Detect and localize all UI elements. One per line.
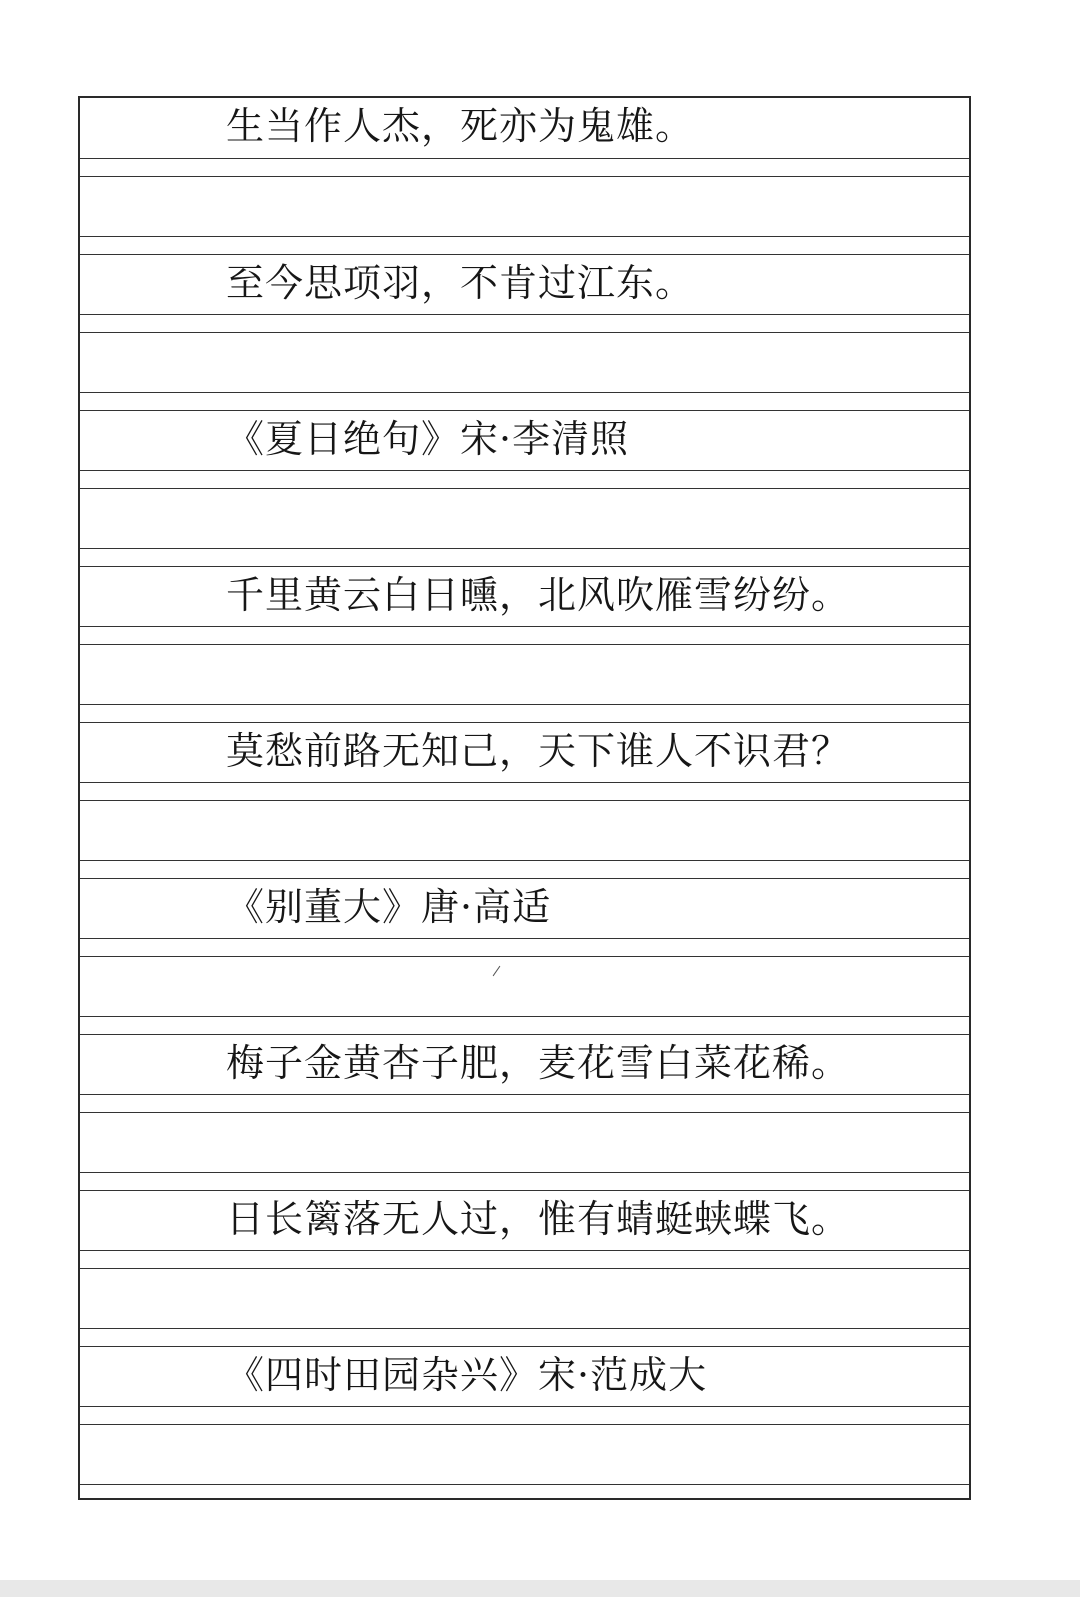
ruled-line [80, 956, 969, 957]
text-line-1: 生当作人杰，死亦为鬼雄。 [226, 104, 695, 148]
ruled-line [80, 470, 969, 471]
ruled-line [80, 314, 969, 315]
ruled-line [80, 878, 969, 879]
ruled-line [80, 1172, 969, 1173]
ruled-line [80, 722, 969, 723]
text-line-6: 日长篱落无人过，惟有蜻蜓蛱蝶飞。 [226, 1197, 851, 1241]
ruled-line [80, 1250, 969, 1251]
ruled-line [80, 1424, 969, 1425]
page-bottom-edge [0, 1580, 1080, 1597]
ruled-line [80, 800, 969, 801]
poem-title-line-1: 《夏日绝句》宋·李清照 [226, 417, 630, 461]
ruled-line [80, 1034, 969, 1035]
ruled-line [80, 1406, 969, 1407]
ruled-line [80, 1190, 969, 1191]
text-line-2: 至今思项羽，不肯过江东。 [226, 261, 695, 305]
ruled-line [80, 938, 969, 939]
ruled-line [80, 410, 969, 411]
ruled-line [80, 1112, 969, 1113]
ruled-line [80, 644, 969, 645]
ruled-line [80, 860, 969, 861]
ruled-line [80, 566, 969, 567]
ruled-line [80, 332, 969, 333]
ruled-line [80, 158, 969, 159]
ruled-line [80, 236, 969, 237]
ruled-line [80, 1094, 969, 1095]
ruled-line [80, 626, 969, 627]
ruled-line [80, 1016, 969, 1017]
poem-title-line-3: 《四时田园杂兴》宋·范成大 [226, 1353, 708, 1397]
ruled-line [80, 392, 969, 393]
ruled-line [80, 1484, 969, 1485]
ruled-line [80, 704, 969, 705]
text-line-4: 莫愁前路无知己，天下谁人不识君？ [226, 729, 851, 773]
ruled-line [80, 254, 969, 255]
ruled-line [80, 176, 969, 177]
ruled-line [80, 1328, 969, 1329]
ruled-line [80, 548, 969, 549]
ruled-line [80, 782, 969, 783]
poem-title-line-2: 《别董大》唐·高适 [226, 885, 552, 929]
text-line-5: 梅子金黄杏子肥，麦花雪白菜花稀。 [226, 1041, 851, 1085]
text-line-3: 千里黄云白日曛，北风吹雁雪纷纷。 [226, 573, 851, 617]
ruled-line [80, 1268, 969, 1269]
ruled-line [80, 1346, 969, 1347]
lined-paper-sheet [78, 96, 971, 1500]
stray-pen-mark [493, 966, 501, 976]
ruled-line [80, 488, 969, 489]
